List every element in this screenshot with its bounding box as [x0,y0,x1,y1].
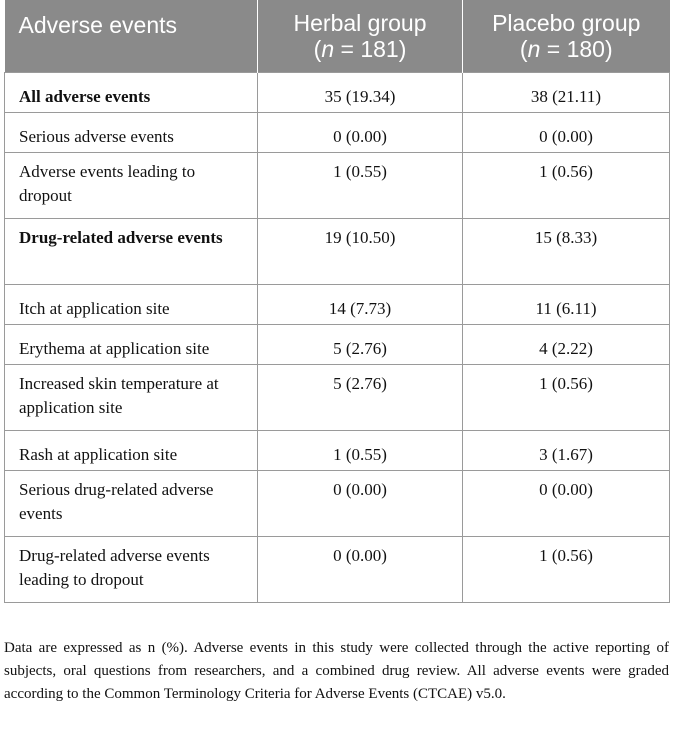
row-placebo-value: 0 (0.00) [463,113,670,153]
table-row [5,73,670,113]
header-placebo-group [463,0,670,73]
header-placebo-n-value: = 180) [540,36,613,62]
row-herbal-value: 19 (10.50) [258,219,463,285]
row-placebo-value: 1 (0.56) [463,365,670,431]
row-placebo-value: 0 (0.00) [463,471,670,537]
table-row [5,325,670,365]
header-herbal-n-symbol: n [321,36,335,62]
row-herbal-value: 1 (0.55) [258,431,463,471]
header-placebo-n-symbol: n [527,36,541,62]
row-herbal-value: 14 (7.73) [258,285,463,325]
table-row [5,471,670,537]
header-herbal-group [258,0,463,73]
header-herbal-n-value: = 181) [334,36,407,62]
row-herbal-value: 5 (2.76) [258,325,463,365]
row-herbal-value: 5 (2.76) [258,365,463,431]
row-herbal-value: 0 (0.00) [258,471,463,537]
header-herbal-n: (n = 181) [313,36,407,62]
table-row [5,285,670,325]
header-placebo-title: Placebo group [492,10,641,36]
row-label: Drug-related adverse events [5,219,258,285]
row-herbal-value: 0 (0.00) [258,537,463,603]
adverse-events-table-container [4,0,669,603]
table-body [5,73,670,603]
row-label: Drug-related adverse events leading to dropout [5,537,258,603]
table-footnote: Data are expressed as n (%). Adverse events in this study were collected through the active reporting of subjects, oral questions from researchers, and a combined drug review. All adverse events were graded according to the Common Terminology Criteria for Adverse Events (CTCAE) v5.0. [4,640,669,702]
row-label: All adverse events [5,73,258,113]
row-placebo-value: 1 (0.56) [463,537,670,603]
row-label: Serious drug-related adverse events [5,471,258,537]
adverse-events-table [4,0,670,603]
table-row [5,219,670,285]
row-placebo-value: 38 (21.11) [463,73,670,113]
row-label: Rash at application site [5,431,258,471]
table-row [5,365,670,431]
row-herbal-value: 1 (0.55) [258,153,463,219]
header-placebo-n: (n = 180) [519,36,613,62]
header-herbal-title: Herbal group [293,10,427,36]
header-row [5,0,670,73]
row-label: Increased skin temperature at application site [5,365,258,431]
table-row [5,537,670,603]
row-herbal-value: 0 (0.00) [258,113,463,153]
row-herbal-value: 35 (19.34) [258,73,463,113]
header-adverse-events: Adverse events [5,0,258,73]
row-placebo-value: 11 (6.11) [463,285,670,325]
row-label: Adverse events leading to dropout [5,153,258,219]
row-placebo-value: 4 (2.22) [463,325,670,365]
row-placebo-value: 15 (8.33) [463,219,670,285]
table-row [5,153,670,219]
table-row [5,431,670,471]
table-row [5,113,670,153]
row-label: Erythema at application site [5,325,258,365]
row-label: Itch at application site [5,285,258,325]
row-placebo-value: 1 (0.56) [463,153,670,219]
table-header [5,0,670,73]
row-placebo-value: 3 (1.67) [463,431,670,471]
row-label: Serious adverse events [5,113,258,153]
